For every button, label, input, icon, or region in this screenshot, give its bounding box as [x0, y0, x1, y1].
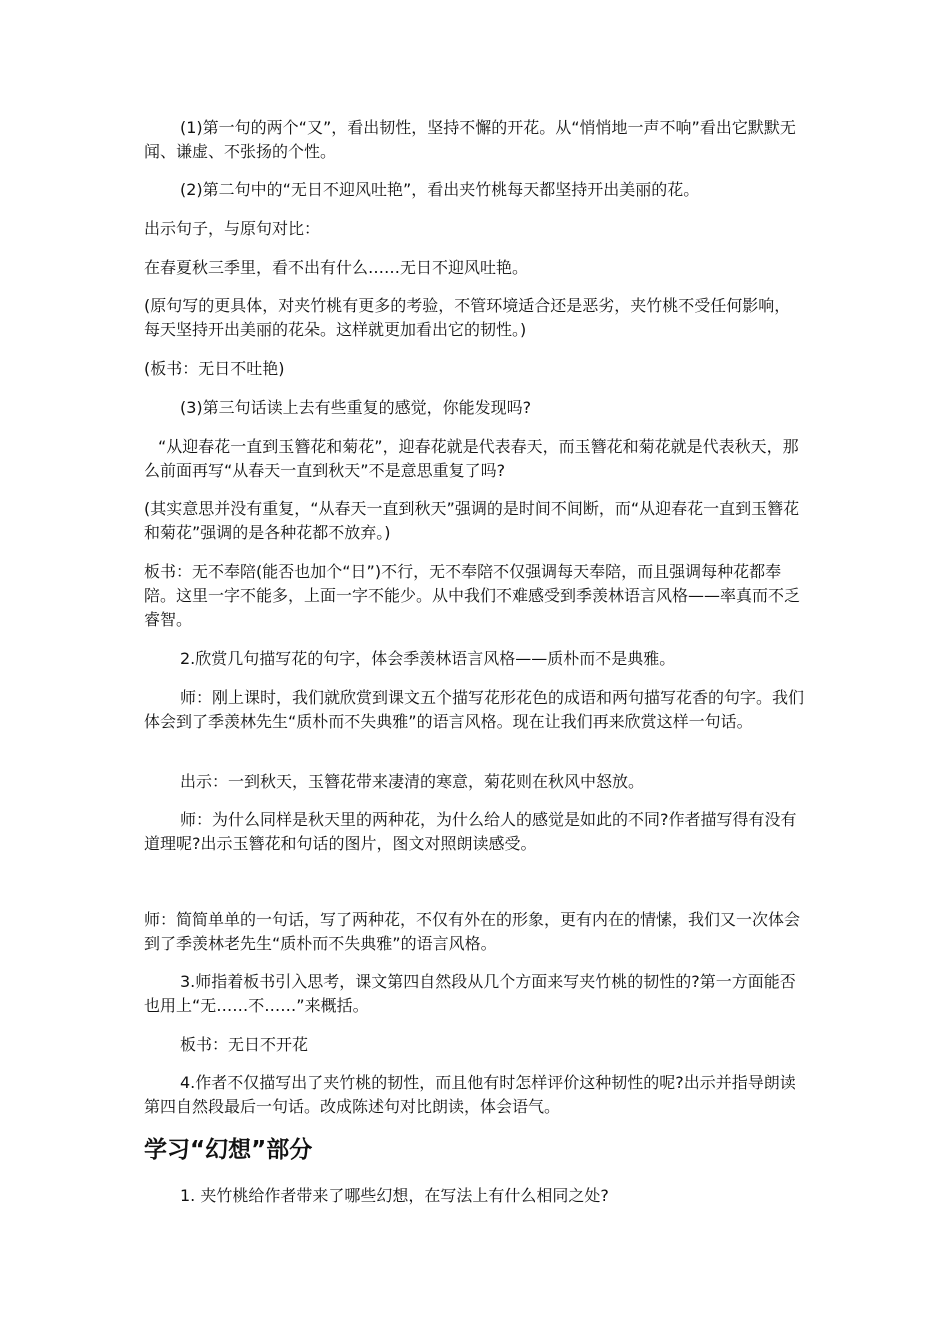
paragraph-1: (1)第一句的两个“又”，看出韧性，坚持不懈的开花。从“悄悄地一声不响”看出它默默无闻、谦虚、不张扬的个性。 — [144, 118, 796, 161]
paragraph-7: (3)第三句话读上去有些重复的感觉，你能发现吗? — [180, 398, 532, 417]
paragraph-8: “从迎春花一直到玉簪花和菊花”，迎春花就是代表春天，而玉簪花和菊花就是代表秋天，那么前面再写“从春天一直到秋天”不是意思重复了吗? — [144, 437, 799, 480]
paragraph-11: 2.欣赏几句描写花的句字，体会季羡林语言风格——质朴而不是典雅。 — [180, 649, 676, 668]
paragraph-6: (板书：无日不吐艳) — [144, 359, 285, 378]
paragraph-18: 4.作者不仅描写出了夹竹桃的韧性，而且他有时怎样评价这种韧性的呢?出示并指导朗读第四自然段最后一句话。改成陈述句对比朗读，体会语气。 — [144, 1073, 796, 1116]
paragraph-5: (原句写的更具体，对夹竹桃有更多的考验，不管环境适合还是恶劣，夹竹桃不受任何影响，每天坚持开出美丽的花朵。这样就更加看出它的韧性。) — [144, 296, 791, 339]
paragraph-13: 出示：一到秋天，玉簪花带来凄清的寒意，菊花则在秋风中怒放。 — [180, 772, 645, 791]
paragraph-4: 在春夏秋三季里，看不出有什么……无日不迎风吐艳。 — [144, 258, 529, 277]
paragraph-17: 板书：无日不开花 — [180, 1035, 309, 1054]
paragraph-3: 出示句子，与原句对比： — [144, 219, 321, 238]
paragraph-2: (2)第二句中的“无日不迎风吐艳”，看出夹竹桃每天都坚持开出美丽的花。 — [180, 180, 700, 199]
paragraph-10: 板书：无不奉陪(能否也加个“日”)不行，无不奉陪不仅强调每天奉陪，而且强调每种花都奉陪。这里一字不能多，上面一字不能少。从中我们不难感受到季羡林语言风格——率真而不乏睿智。 — [144, 562, 801, 629]
list-item: 1. 夹竹桃给作者带来了哪些幻想，在写法上有什么相同之处? — [180, 1186, 609, 1205]
section-heading: 学习“幻想”部分 — [144, 1137, 313, 1163]
paragraph-16: 3.师指着板书引入思考，课文第四自然段从几个方面来写夹竹桃的韧性的?第一方面能否也用上“无……不……”来概括。 — [144, 972, 796, 1015]
paragraph-15: 师：简简单单的一句话，写了两种花，不仅有外在的形象，更有内在的情愫，我们又一次体会到了季羡林老先生“质朴而不失典雅”的语言风格。 — [144, 910, 801, 953]
paragraph-14: 师：为什么同样是秋天里的两种花，为什么给人的感觉是如此的不同?作者描写得有没有道理呢?出示玉簪花和句话的图片，图文对照朗读感受。 — [144, 810, 797, 853]
paragraph-9: (其实意思并没有重复，“从春天一直到秋天”强调的是时间不间断，而“从迎春花一直到玉簪花和菊花”强调的是各种花都不放弃。) — [144, 499, 800, 542]
paragraph-12: 师：刚上课时，我们就欣赏到课文五个描写花形花色的成语和两句描写花香的句字。我们体会到了季羡林先生“质朴而不失典雅”的语言风格。现在让我们再来欣赏这样一句话。 — [144, 688, 805, 731]
